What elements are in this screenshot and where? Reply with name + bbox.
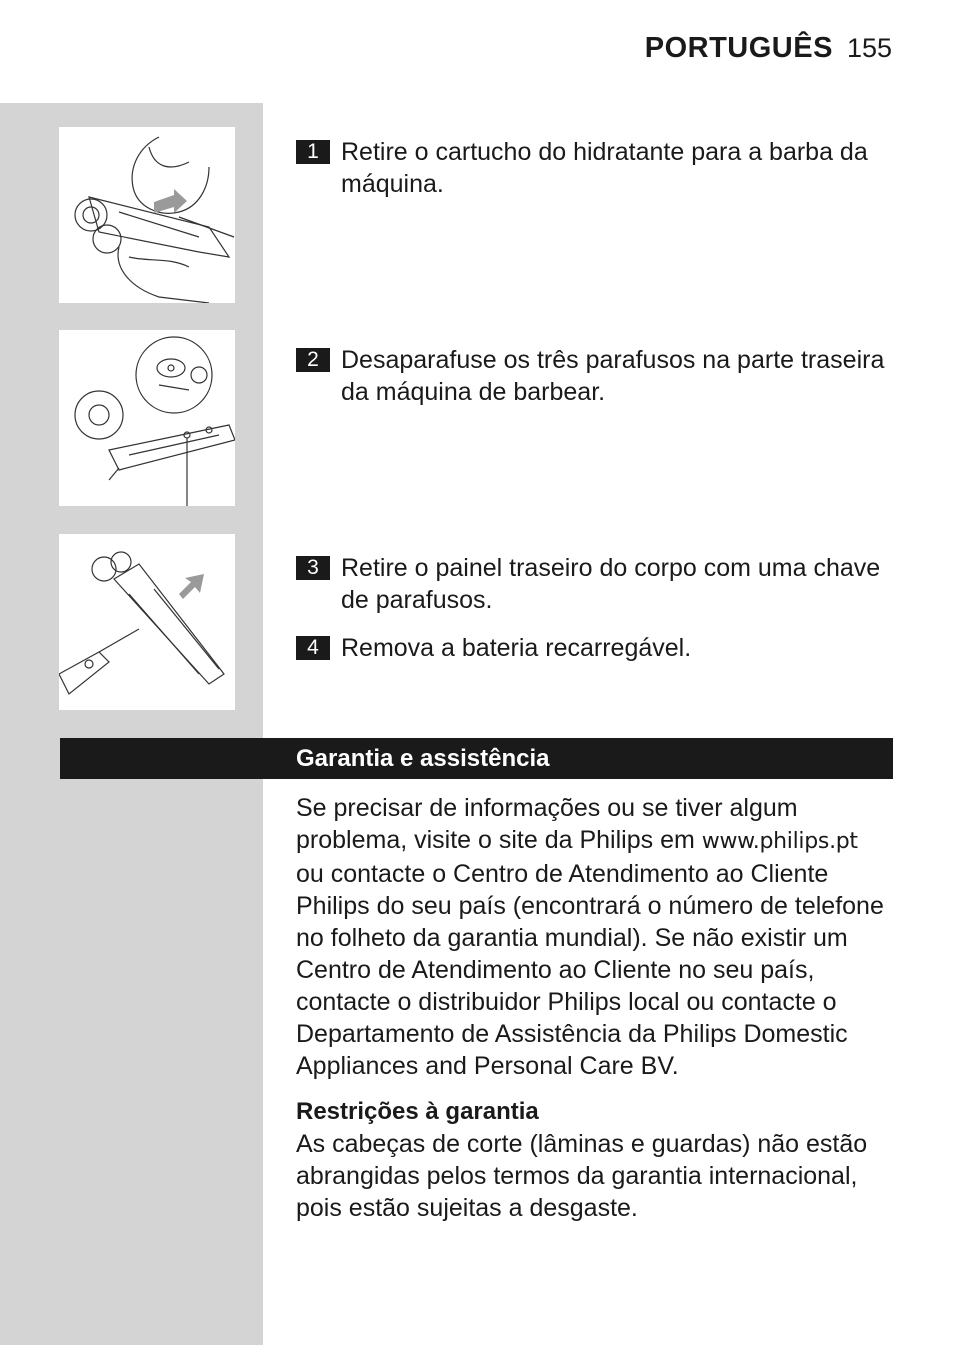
- step-4: [296, 632, 886, 664]
- step-text: Retire o cartucho do hidratante para a barba da máquina.: [341, 138, 868, 198]
- step-1: [296, 136, 886, 200]
- step-text: Desaparafuse os três parafusos na parte traseira da máquina de barbear.: [341, 346, 885, 406]
- step-text: Remova a bateria recarregável.: [341, 634, 692, 662]
- shaver-screwdriver-illustration: [59, 534, 235, 710]
- warranty-restrictions: [296, 1096, 886, 1224]
- step-number-badge: 4: [296, 636, 330, 660]
- shaver-screws-illustration: [59, 330, 235, 506]
- step-3: [296, 552, 886, 616]
- figure-pointer-1: [235, 140, 263, 166]
- philips-website-link[interactable]: www.philips.pt: [701, 829, 858, 854]
- page-header: [645, 32, 892, 65]
- step-number-badge: 2: [296, 348, 330, 372]
- warranty-text-after-link: ou contacte o Centro de Atendimento ao Cliente Philips do seu país (encontrará o número de telefone no folheto da garantia mundial). Se não existir um Centro de Atendimento ao Cliente no seu país, contacte o distribuidor Philips local ou contacte o Departamento de Assistência da Philips Domestic Appliances and Personal Care BV.: [296, 860, 884, 1080]
- section-title: Garantia e assistência: [296, 745, 550, 772]
- page-number: 155: [846, 33, 892, 63]
- step-number-badge: 3: [296, 556, 330, 580]
- warranty-paragraph: [296, 792, 886, 1082]
- warranty-text-before-link: Se precisar de informações ou se tiver algum problema, visite o site da Philips em: [296, 794, 798, 854]
- step-number-badge: 1: [296, 140, 330, 164]
- step-2: [296, 344, 886, 408]
- restrictions-heading: Restrições à garantia: [296, 1098, 539, 1125]
- figure-pointer-3: [235, 547, 263, 573]
- illustration-remove-panel: [59, 534, 235, 710]
- language-label: PORTUGUÊS: [644, 32, 833, 64]
- figure-pointer-2: [235, 343, 263, 369]
- shaver-hand-illustration-1: [59, 127, 235, 303]
- step-text: Retire o painel traseiro do corpo com uma chave de parafusos.: [341, 554, 881, 614]
- illustration-remove-cartridge: [59, 127, 235, 303]
- section-header-bar: [60, 738, 893, 779]
- restrictions-text: As cabeças de corte (lâminas e guardas) não estão abrangidas pelos termos da garantia internacional, pois estão sujeitas a desgaste.: [296, 1130, 868, 1222]
- illustration-unscrew: [59, 330, 235, 506]
